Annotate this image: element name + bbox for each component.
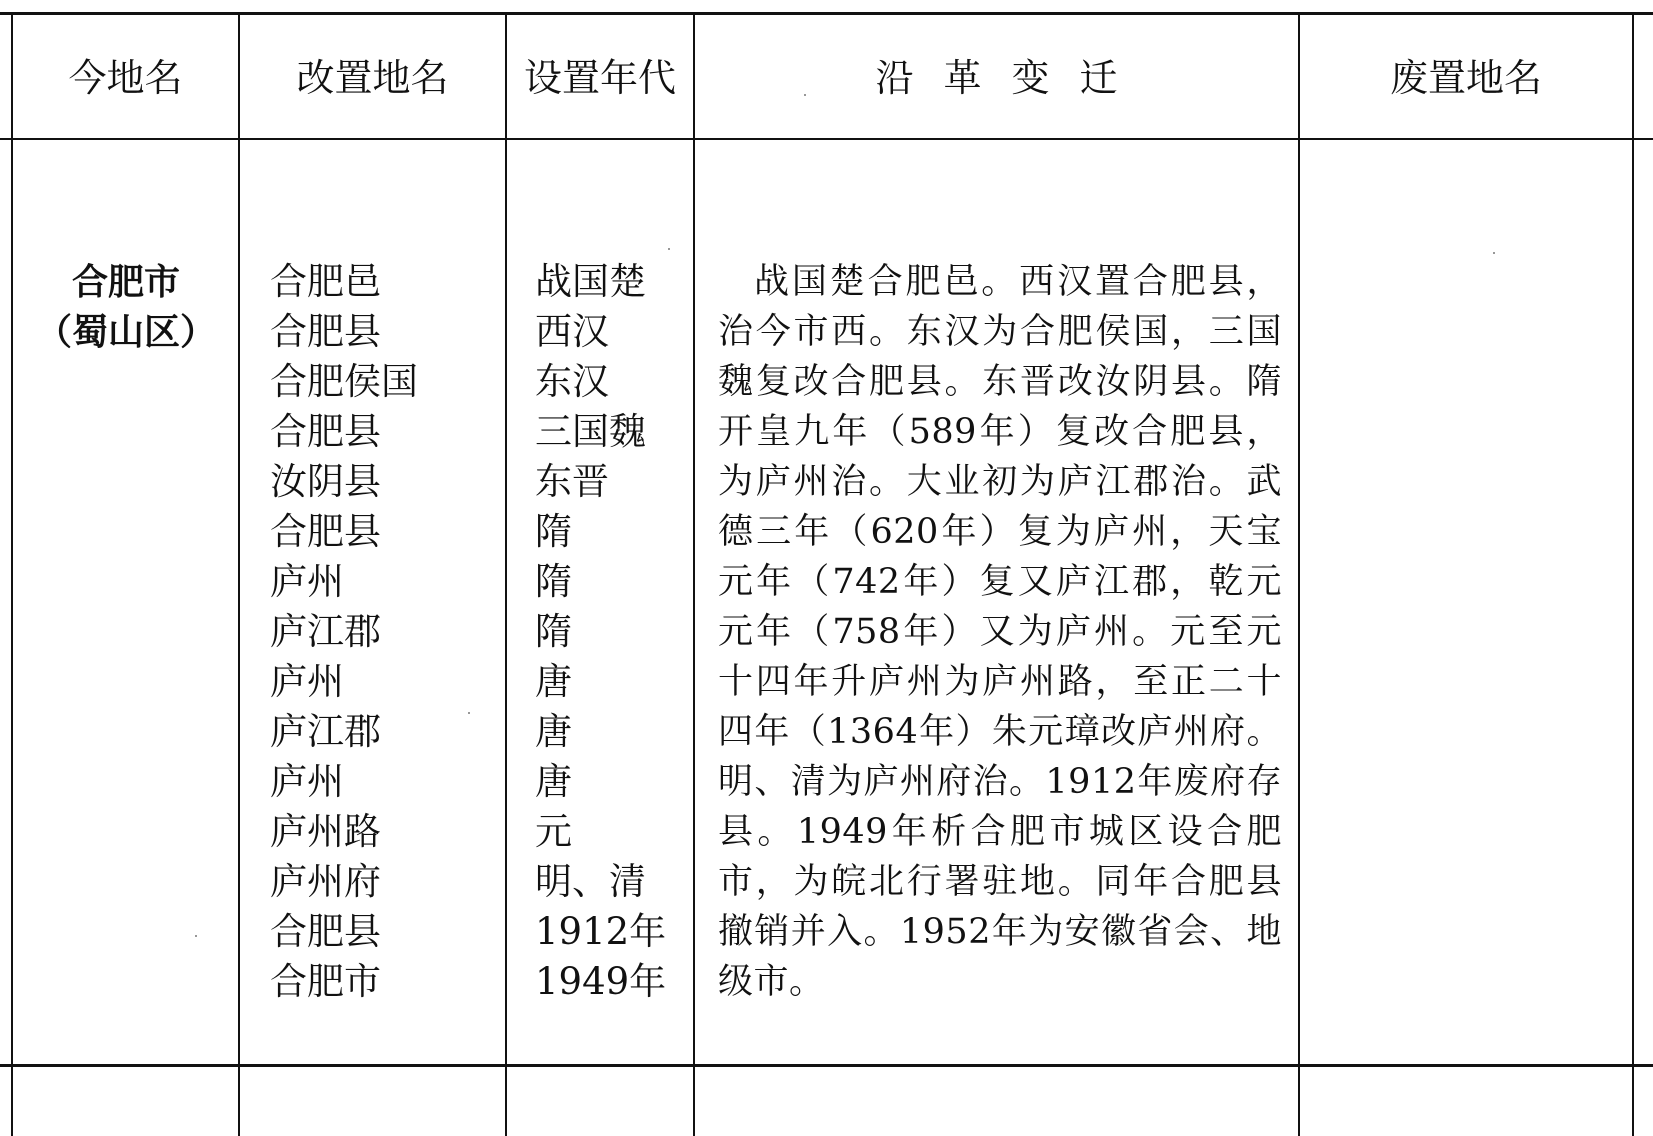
header-established-era: 设置年代 <box>523 56 676 100</box>
header-changed-name: 改置地名 <box>296 56 449 100</box>
eras-list <box>535 257 666 1007</box>
history-paragraph: 战国楚合肥邑。西汉置合肥县，治今市西。东汉为合肥侯国，三国魏复改合肥县。东晋改汝阴县。隋开皇九年（589年）复改合肥县，为庐州治。大业初为庐江郡治。武德三年（620年）复为庐州，天宝元年（742年）复又庐江郡，乾元元年（758年）又为庐州。元至元十四年升庐州为庐州路，至正二十四年（1364年）朱元璋改庐州府。明、清为庐州府治。1912年废府存县。1949年析合肥市城区设合肥市，为皖北行署驻地。同年合肥县撤销并入。1952年为安徽省会、地级市。 <box>718 262 1282 1002</box>
current-name-cell <box>14 258 238 358</box>
changed-names-list <box>270 257 418 1007</box>
list-item: 三国魏 <box>535 410 646 453</box>
list-item: 战国楚 <box>535 260 646 303</box>
col-divider-4 <box>693 12 695 1136</box>
col-divider-2 <box>238 12 240 1136</box>
col-divider-3 <box>505 12 507 1136</box>
list-item: 庐江郡 <box>270 610 381 653</box>
col-divider-5 <box>1298 12 1300 1136</box>
list-item: 东晋 <box>535 460 609 503</box>
row-bottom-rule <box>0 1064 1653 1067</box>
header-current-name: 今地名 <box>68 56 183 100</box>
list-item: 庐州 <box>270 760 344 803</box>
list-item: 合肥县 <box>270 910 381 953</box>
current-name-main: 合肥市 <box>71 262 180 303</box>
scan-speck <box>468 712 470 714</box>
list-item: 1912年 <box>535 910 667 953</box>
list-item: 唐 <box>535 660 572 703</box>
list-item: 元 <box>535 810 572 853</box>
list-item: 庐江郡 <box>270 710 381 753</box>
list-item: 汝阴县 <box>270 460 381 503</box>
list-item: 合肥县 <box>270 510 381 553</box>
col-divider-1 <box>11 12 13 1136</box>
list-item: 庐州路 <box>270 810 381 853</box>
header-abolished-name: 废置地名 <box>1389 56 1542 100</box>
list-item: 庐州 <box>270 560 344 603</box>
list-item: 合肥县 <box>270 310 381 353</box>
scan-speck <box>668 248 670 250</box>
list-item: 合肥侯国 <box>270 360 418 403</box>
list-item: 隋 <box>535 510 572 553</box>
col-divider-6 <box>1632 12 1634 1136</box>
list-item: 合肥邑 <box>270 260 381 303</box>
list-item: 唐 <box>535 760 572 803</box>
list-item: 西汉 <box>535 310 609 353</box>
list-item: 1949年 <box>535 960 667 1003</box>
list-item: 合肥县 <box>270 410 381 453</box>
list-item: 明、清 <box>535 860 646 903</box>
list-item: 东汉 <box>535 360 609 403</box>
list-item: 隋 <box>535 560 572 603</box>
scan-speck <box>804 94 806 96</box>
scan-speck <box>1493 252 1495 254</box>
list-item: 庐州 <box>270 660 344 703</box>
list-item: 庐州府 <box>270 860 381 903</box>
list-item: 合肥市 <box>270 960 381 1003</box>
list-item: 隋 <box>535 610 572 653</box>
current-name-district: （蜀山区） <box>35 312 216 353</box>
list-item: 唐 <box>535 710 572 753</box>
scan-speck <box>195 935 197 937</box>
header-history: 沿革变迁 <box>875 56 1148 100</box>
